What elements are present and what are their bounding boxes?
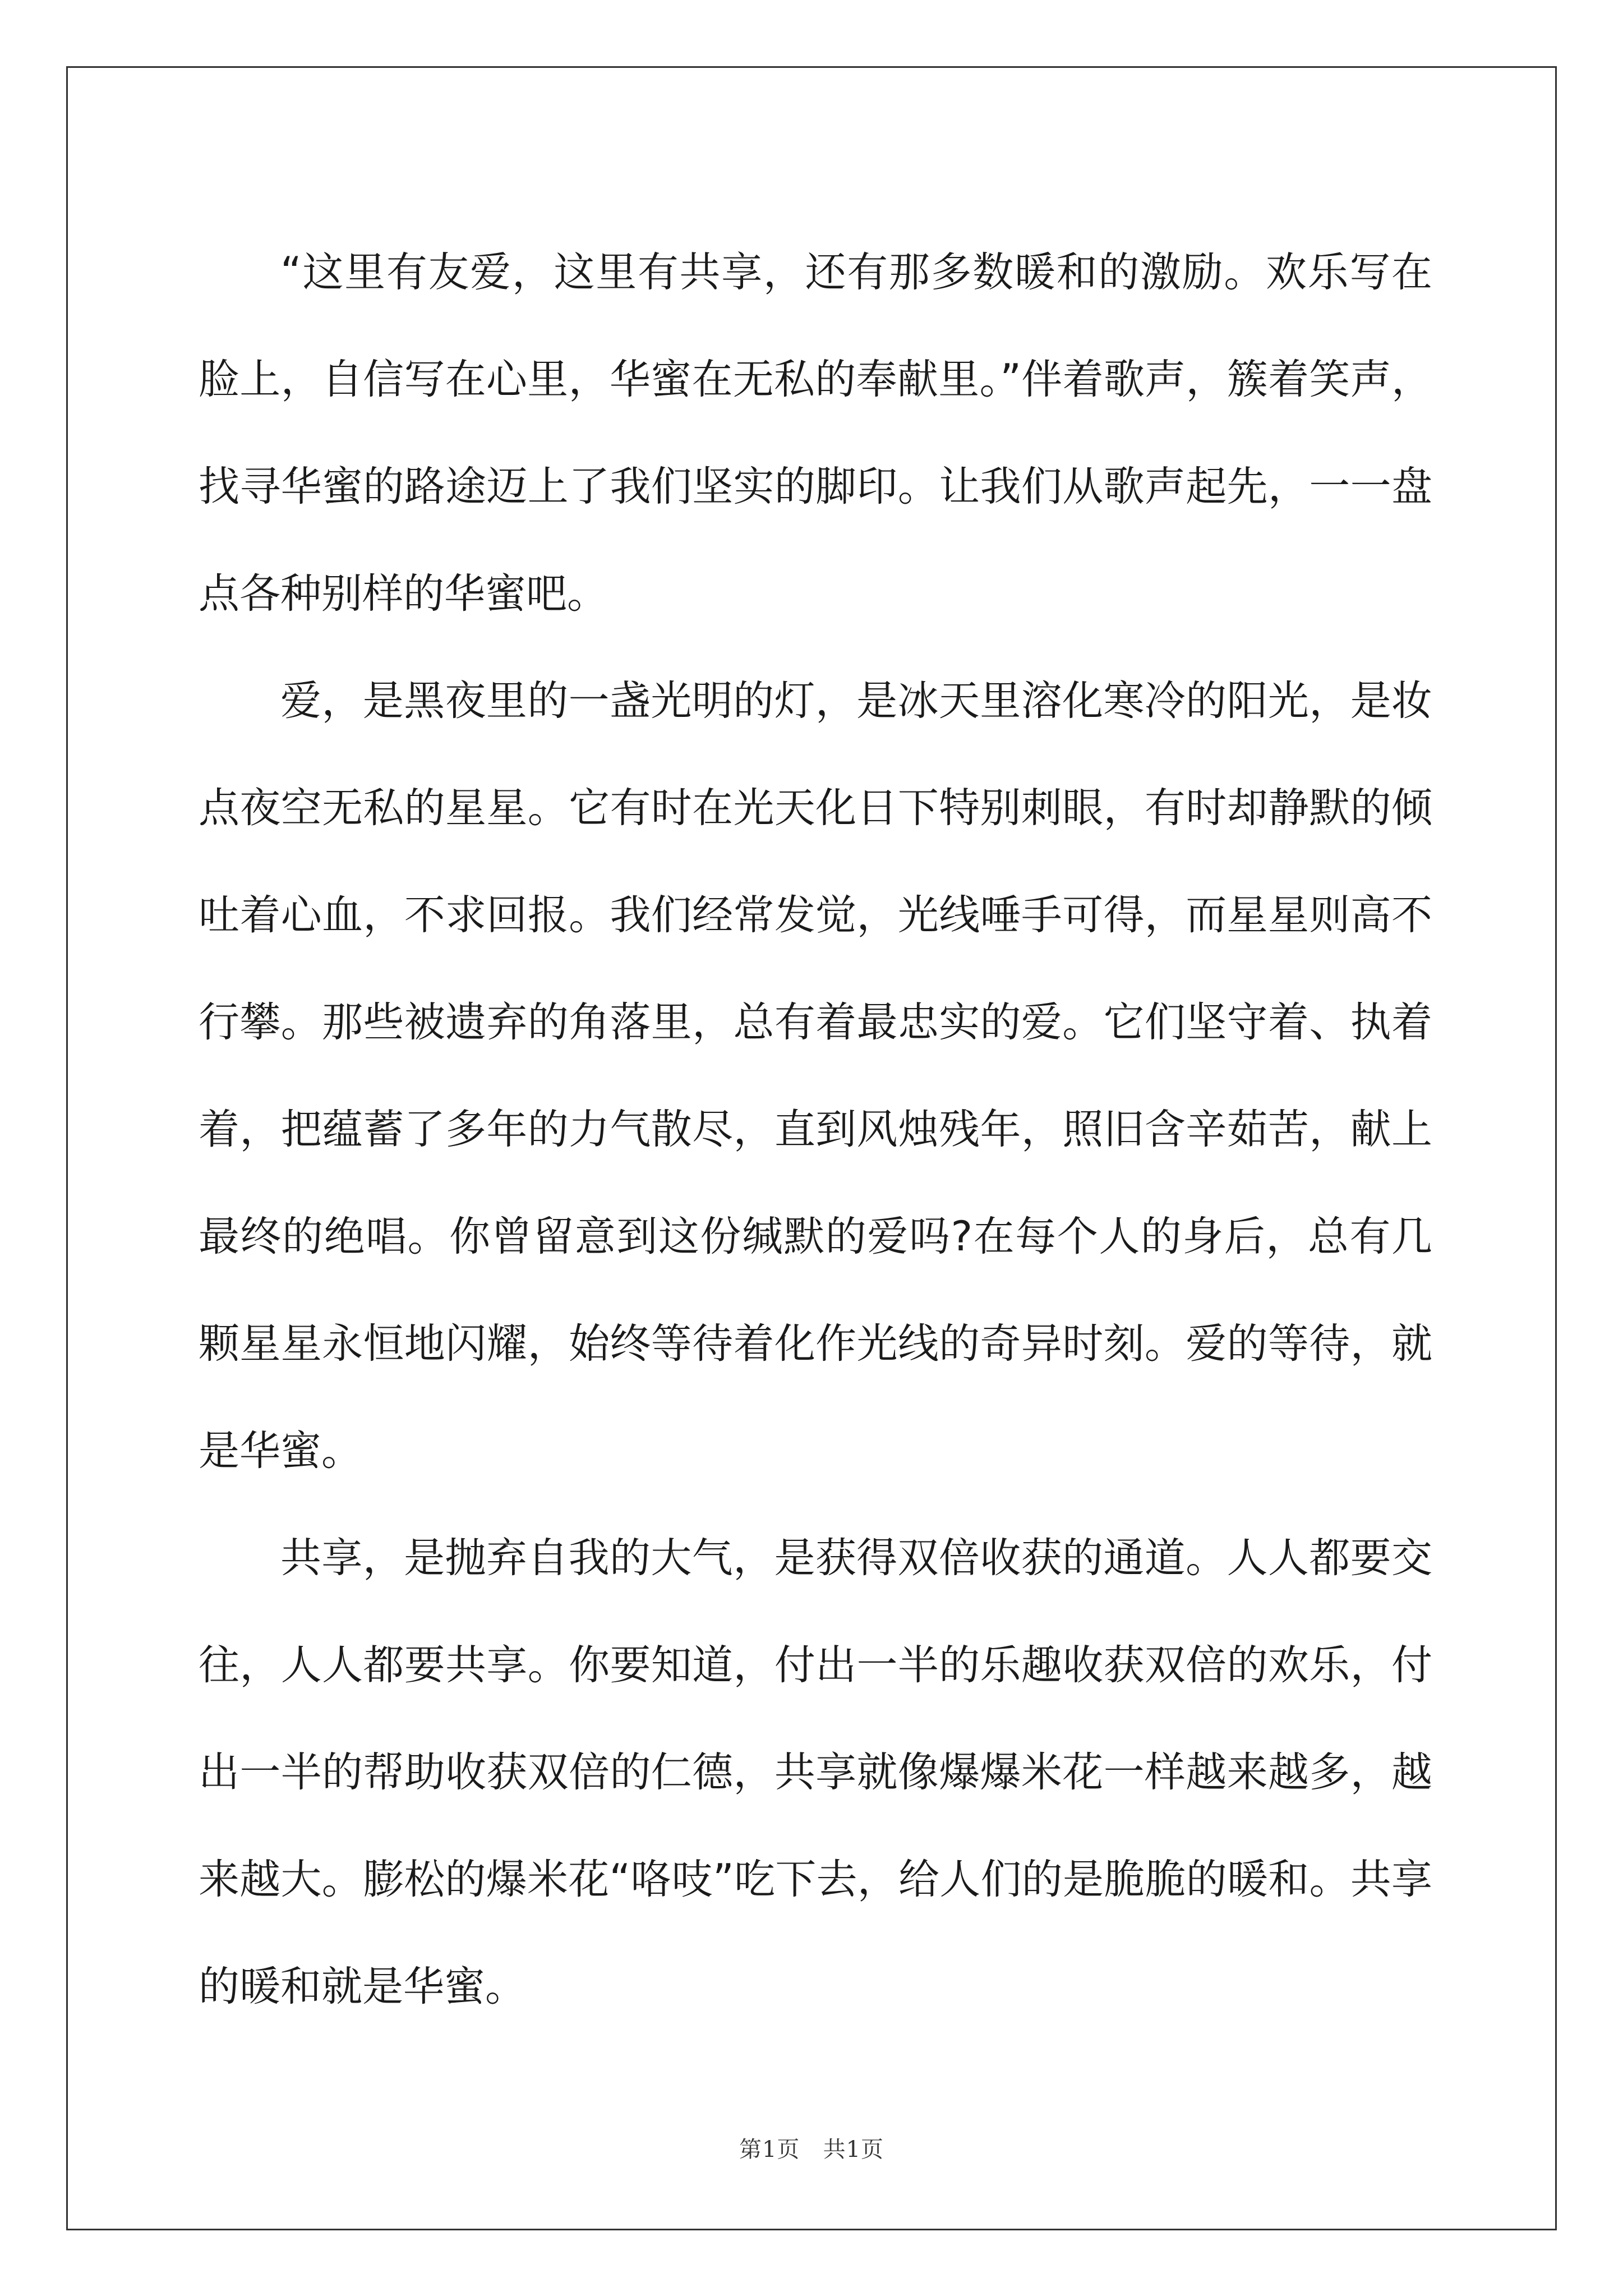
paragraph-2: 爱，是黑夜里的一盏光明的灯，是冰天里溶化寒冷的阳光，是妆点夜空无私的星星。它有时在光天化日下特别刺眼，有时却静默的倾吐着心血，不求回报。我们经常发觉，光线唾手可得，而星星则高不行攀。那些被遗弃的角落里，总有着最忠实的爱。它们坚守着、执着着，把蕴蓄了多年的力气散尽，直到风烛残年，照旧含辛茹苦，献上最终的绝唱。你曾留意到这份缄默的爱吗?在每个人的身后，总有几颗星星永恒地闪耀，始终等待着化作光线的奇异时刻。爱的等待，就是华蜜。 [199, 677, 1432, 1475]
page-number: 第1页 [739, 2137, 800, 2162]
paragraph-3: 共享，是抛弃自我的大气，是获得双倍收获的通道。人人都要交往，人人都要共享。你要知道，付出一半的乐趣收获双倍的欢乐，付出一半的帮助收获双倍的仁德，共享就像爆爆米花一样越来越多，越来越大。膨松的爆米花“咯吱”吃下去，给人们的是脆脆的暖和。共享的暖和就是华蜜。 [199, 1534, 1432, 2010]
paragraph-1: “这里有友爱，这里有共享，还有那多数暖和的激励。欢乐写在脸上，自信写在心里，华蜜在无私的奉献里。”伴着歌声，簇着笑声，找寻华蜜的路途迈上了我们坚实的脚印。让我们从歌声起先，一一盘点各种别样的华蜜吧。 [199, 249, 1432, 618]
page-footer [0, 2132, 1623, 2164]
document-body [199, 219, 1432, 2040]
page-total: 共1页 [823, 2137, 884, 2162]
